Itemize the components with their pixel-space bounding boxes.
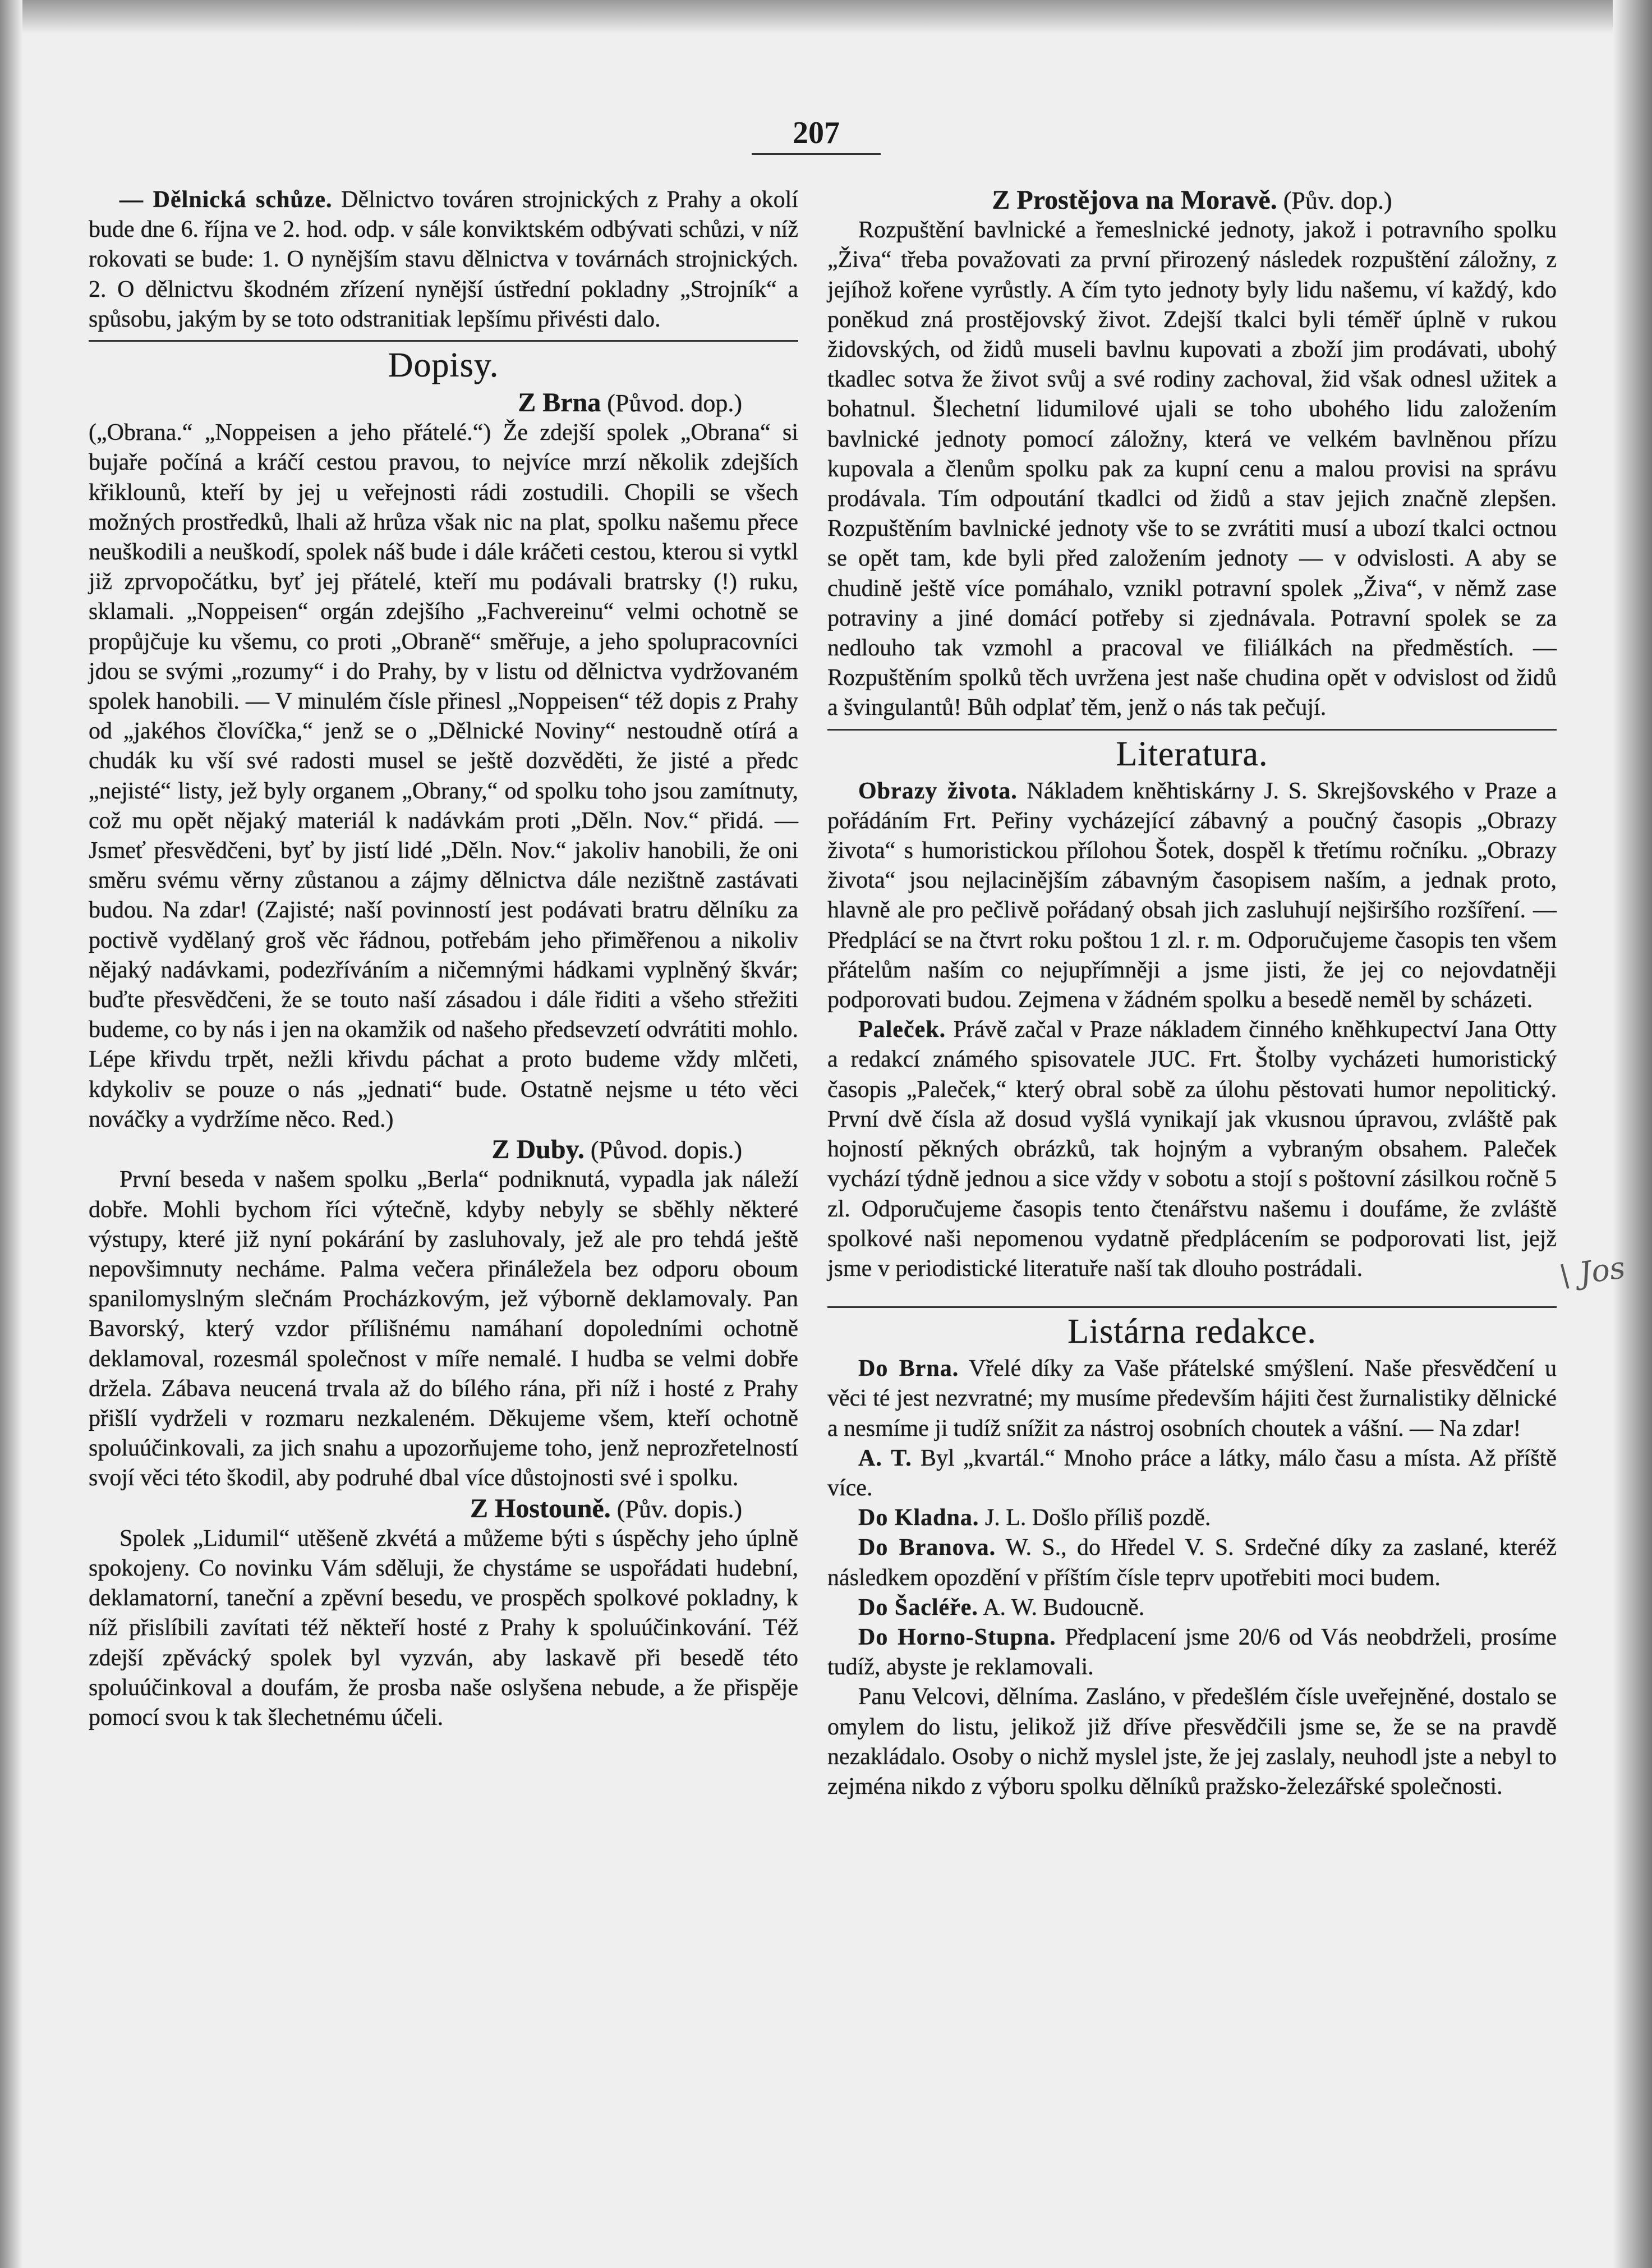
dateline-place: Z Duby. (491, 1135, 585, 1165)
review-lead: Obrazy života. (858, 778, 1018, 804)
dateline-place: Z Brna (518, 388, 601, 418)
letter-entry (827, 1354, 1557, 1444)
divider (89, 340, 798, 342)
letter-text: J. L. Došlo příliš pozdě. (984, 1505, 1211, 1531)
letter-lead: A. T. (858, 1445, 912, 1471)
meeting-text: Dělnictvo továren strojnických z Prahy a okolí bude dne 6. října ve 2. hod. odp. v sále konviktském odbývati schůzi, v níž rokovati se bude: 1. O nynějším stavu dělnictva v továrnách strojnických. 2. O dělnictvu škodném zřízení nynější ústřední pokladny „Strojník“ a spůsobu, jakým by se toto odstranitiak lepšímu přivésti dalo. (89, 187, 798, 332)
letter-entry (827, 1503, 1557, 1533)
dateline-hostoun (89, 1494, 798, 1524)
letter-lead: Do Horno-Stupna. (858, 1624, 1056, 1650)
dateline-prostejov (827, 185, 1557, 215)
section-title-listarna: Listárna redakce. (1067, 1312, 1317, 1351)
review-text: Nákladem kněhtiskárny J. S. Skrejšovského v Praze a pořádáním Frt. Peřiny vycházející zábavný a poučný časopis „Obrazy života“ s humoristickou přílohou Šotek, dospěl k třetímu ročníku. „Obrazy života“ jsou nejlacinějším zábavným časopisem naším, a jednak proto, hlavně ale pro pečlivě pořádaný obsah jich zasluhují nejširšího rozšíření. — Předplácí se na čtvrt roku poštou 1 zl. r. m. Odporučujeme časopis ten všem přátelům naším co nejupřímněji a jsme jisti, že jej co nejovdatněji podporovati budou. Zejmena v žádném spolku a besedě neměl by scházeti. (827, 778, 1557, 1013)
dateline-source: (Pův. dopis.) (616, 1495, 742, 1523)
meeting-notice (89, 185, 798, 334)
letter-lead: Do Šacléře. (858, 1594, 978, 1620)
review-obrazy (827, 777, 1557, 1016)
scan-edge-right (1613, 0, 1652, 2268)
letter-entry (827, 1682, 1557, 1802)
review-palecek (827, 1015, 1557, 1284)
letter-text: W. S., do Hředel V. S. Srdečné díky za zaslané, kteréž následkem opozdění v příštím čísle teprv upotřebiti moci budem. (827, 1535, 1557, 1591)
right-column (827, 185, 1557, 1802)
divider (827, 1306, 1557, 1308)
article-brno: („Obrana.“ „Noppeisen a jeho přátelé.“) Že zdejší spolek „Obrana“ si bujaře počíná a kráčí cestou pravou, to nejvíce mrzí několik zdejších křiklounů, kteří by jej u veřejnosti rádi zostudili. Chopili se všech možných prostředků, lhali až hrůza však nic na plat, spolku našemu přece neuškodili a neuškodí, spolek náš bude i dále kráčeti cestou, kterou si vytkl již zprvopočátku, byť jej přátelé, kteří mu podávali bratrsky (!) ruku, sklamali. „Noppeisen“ orgán zdejšího „Fachvereinu“ velmi ochotně se propůjčuje ku všemu, co proti „Obraně“ směřuje, a jeho spolupracovníci jdou se svými „rozumy“ i do Prahy, by v listu od dělnictva vydržovaném spolek hanobili. — V minulém čísle přinesl „Noppeisen“ též dopis z Prahy od „jakéhos človíčka,“ jenž se o „Dělnické Noviny“ nestoudně otírá a chudák ku vší své radosti musel se ještě dozvěděti, že jisté a předc „nejisté“ listy, jež byly organem „Obrany,“ od spolku toho jsou zamítnuty, což mu opět nějaký materiál k nadávkám proti „Děln. Nov.“ přidá. — Jsmeť přesvědčeni, byť by jistí lidé „Děln. Nov.“ jakoliv hanobili, že oni směru svému věrny zůstanou a zájmy dělnictva dále nezištně zastávati budou. Na zdar! (Zajisté; naší povinností jest podávati bratru dělníku za poctivě vydělaný groš věc řádnou, potřebám jeho přiměřenou a nikoliv nějaký nadávkami, podezříváním a ničemnými hádkami vyplněný škvár; buďte přesvědčeni, že se touto naší zásadou i dále řiditi a všeho střežiti budeme, co by nás i jen na okamžik od našeho předsevzetí odvrátiti mohlo. Lépe křivdu trpět, nežli křivdu páchat a proto budeme vždy mlčeti, kdykoliv se pouze o nás „jednati“ bude. Ostatně nejsme u této věci nováčky a vydržíme něco. Red.) (89, 420, 798, 1132)
review-text: Právě začal v Praze nákladem činného kněhkupectví Jana Otty a redakcí známého spisovatele JUC. Frt. Štolby vycházeti humoristický časopis „Paleček,“ který obral sobě za úlohu pěstovati humor nepolitický. První dvě čísla až dosud vyšlá vynikají jak vkusnou úpravou, zvláště pak hojností pěkných obrázků, tak hojným a vybraným obsahem. Paleček vychází týdně jednou a sice vždy v sobotu a stojí s poštovní zásilkou ročně 5 zl. Odporučujeme časopis tento čtenářstvu našemu i doufáme, že zvláště spolkové naši nepomenou vydatně předplácením se podporovati list, jejž jsme v periodistické literatuře naší tak dlouho postrádali. (827, 1017, 1557, 1282)
dateline-source: (Původ. dop.) (607, 389, 742, 417)
letter-lead: Do Brna. (858, 1356, 959, 1382)
dateline-place: Z Hostouně. (470, 1493, 611, 1523)
page-number: 207 (752, 115, 881, 155)
letter-entry (827, 1444, 1557, 1503)
letter-lead: Do Branova. (858, 1535, 996, 1561)
letter-text: Byl „kvartál.“ Mnoho práce a látky, málo času a místa. Až příště více. (827, 1445, 1557, 1501)
scan-edge-left (0, 0, 22, 2268)
article-prostejov: Rozpuštění bavlnické a řemeslnické jednoty, jakož i potravního spolku „Živa“ třeba považovati za první přirozený následek rozpuštění záložny, z jejíhož kořene vyrůstly. A čím tyto jednoty byly lidu našemu, ví každý, kdo poněkud zná prostějovský život. Zdejší tkalci byli téměř úplně v rukou židovských, od židů museli bavlnu kupovati a zboží jim prodávati, ubohý tkadlec sotva že život svůj a své rodiny zachoval, žid však odnesl užitek a bohatnul. Šlechetní lidumilové ujali se toho ubohého lidu založením bavlnické jednoty pomocí záložny, která ve velkém bavlněnou přízu kupovala a členům spolku pak za kupní cenu a malou provisi na správu prodávala. Tím odpoutání tkadlci od židů a stav jejich značně zlepšen. Rozpuštěním bavlnické jednoty vše to se zvrátiti musí a ubozí tkalci octnou se opět tam, kde byli před založením jednoty — v odvislosti. A aby se chudině ještě více pomáhalo, vznikl potravní spolek „Živa“, v němž zase potraviny a jiné domácí potřeby si zjednávala. Potravní spolek se za nedlouho tak vzmohl a pracoval ve filiálkách na předměstích. — Rozpuštěním spolků těch uvržena jest naše chudina opět v odvislost od židů a švingulantů! Bůh odplať těm, jenž o nás tak pečují. (827, 217, 1557, 721)
dateline-brno (89, 388, 798, 418)
left-column (89, 185, 798, 1733)
letter-lead: Do Kladna. (858, 1505, 979, 1531)
dateline-source: (Pův. dop.) (1283, 187, 1392, 214)
review-lead: Paleček. (858, 1017, 946, 1043)
letter-entry (827, 1533, 1557, 1592)
letter-entry (827, 1593, 1557, 1623)
meeting-lead: — Dělnická schůze. (119, 187, 333, 213)
section-title-literatura: Literatura. (1116, 734, 1268, 773)
letter-text: Předplacení jsme 20/6 od Vás neobdrželi, prosíme tudíž, abyste je reklamovali. (827, 1624, 1557, 1681)
article-duby: První beseda v našem spolku „Berla“ podniknutá, vypadla jak náleží dobře. Mohli bychom říci výtečně, kdyby nebyly se sběhly některé výstupy, které již nyní pokárání by zasluhovaly, jež ale pro tehdá ještě nepovšimnuty necháme. Palma večera přináležela bez odporu oboum spanilomyslným slečnám Procházkovým, jež výborně deklamovaly. Pan Bavorský, který vzdor přílišnému namáhaní dopoledními ochotně deklamoval, rozesmál společnost v míře nemalé. I hudba se velmi dobře držela. Zábava neucená trvala až do bílého rána, při níž i hosté z Prahy přišlí vydrželi v rozmaru nezkaleném. Děkujeme všem, kteří ochotně spoluúčinkovali, za jich snahu a upozorňujeme toho, jenž neprozřetelností svojí věci této škodil, aby podruhé dbal více důstojnosti své i spolku. (89, 1167, 798, 1491)
divider (827, 729, 1557, 731)
dateline-duby (89, 1135, 798, 1165)
article-hostoun: Spolek „Lidumil“ utěšeně zkvétá a můžeme býti s úspěchy jeho úplně spokojeny. Co novinku Vám sděluji, že chystáme se uspořádati hudební, deklamatorní, taneční a zpěvní besedu, ve prospěch spolkové pokladny, k níž přislíbili zavítati též někteří hosté z Prahy k spoluúčinkování. Též zdejší zpěvácký spolek byl vyzván, aby laskavě při besedě této spoluúčinkoval a doufám, že prosba naše oslyšena nebude, a že přispěje pomocí svou k tak šlechetnému účeli. (89, 1525, 798, 1730)
letter-text: A. W. Budoucně. (983, 1594, 1145, 1620)
handwritten-margin-note: \ Jos (1557, 1250, 1628, 1294)
letter-entry (827, 1623, 1557, 1682)
letter-text: Panu Velcovi, dělníma. Zasláno, v předešlém čísle uveřejněné, dostalo se omylem do listu, jelikož již dříve přesvědčili jsme se, že se na pravdě nezakládalo. Osoby o nichž myslel jste, že jej zaslaly, neuhodl jste a nebyl to zejména nikdo z výboru spolku dělníků pražsko-železářské společnosti. (827, 1684, 1557, 1799)
scan-edge-top (0, 0, 1652, 34)
letter-text: Vřelé díky za Vaše přátelské smýšlení. Naše přesvědčení u věci té jest nezvratné; my musíme především hájiti čest žurnalistiky dělnické a nesmíme ji tudíž snížit za nástroj osobních choutek a vášní. — Na zdar! (827, 1356, 1557, 1441)
dateline-source: (Původ. dopis.) (590, 1136, 742, 1164)
dateline-place: Z Prostějova na Moravě. (992, 185, 1277, 215)
section-title-dopisy: Dopisy. (388, 346, 499, 385)
